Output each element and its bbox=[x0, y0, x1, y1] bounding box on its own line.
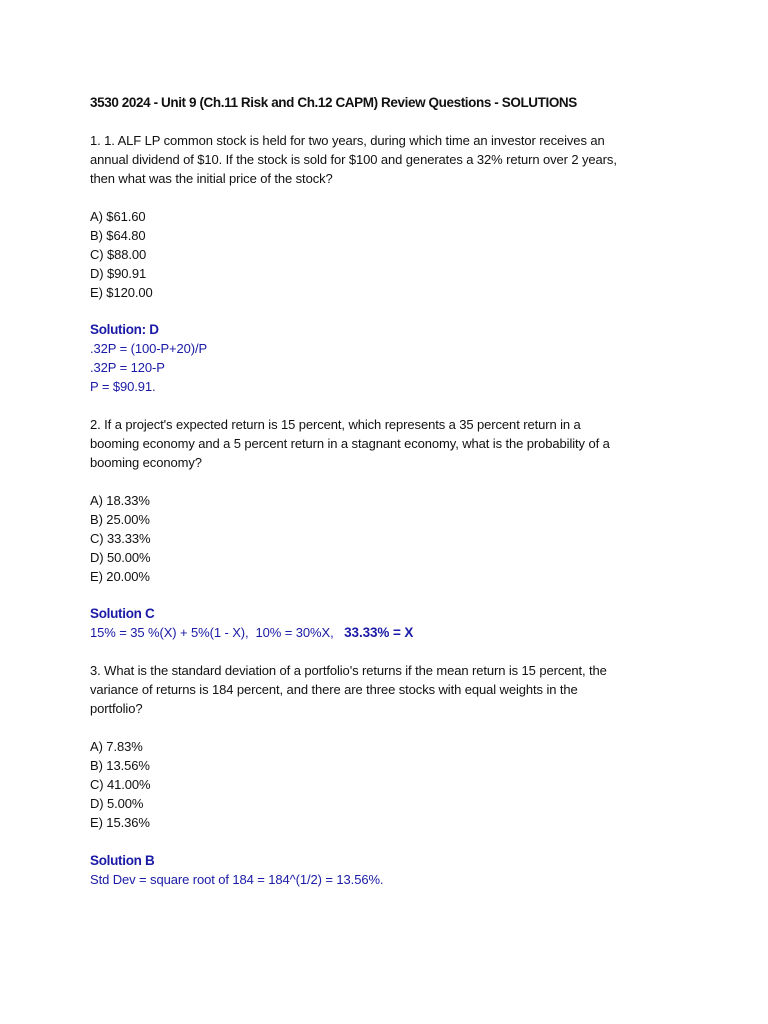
question-1-line-3: then what was the initial price of the stock? bbox=[90, 171, 333, 186]
question-3-option-a: A) 7.83% bbox=[90, 739, 143, 754]
question-2-line-1: 2. If a project's expected return is 15 percent, which represents a 35 percent return in a bbox=[90, 417, 581, 432]
question-3-option-c: C) 41.00% bbox=[90, 777, 151, 792]
question-2-option-d: D) 50.00% bbox=[90, 550, 151, 565]
question-3-solution-heading: Solution B bbox=[90, 853, 155, 868]
question-3-line-2: variance of returns is 184 percent, and there are three stocks with equal weights in the bbox=[90, 682, 578, 697]
question-2-option-c: C) 33.33% bbox=[90, 531, 151, 546]
question-3-line-1: 3. What is the standard deviation of a portfolio's returns if the mean return is 15 percent, the bbox=[90, 663, 607, 678]
question-1-option-b: B) $64.80 bbox=[90, 228, 146, 243]
question-1-solution-line-1: .32P = (100-P+20)/P bbox=[90, 341, 208, 356]
question-2-solution-text: 15% = 35 %(X) + 5%(1 - X), 10% = 30%X, bbox=[90, 625, 334, 640]
question-2-solution-answer: 33.33% = X bbox=[344, 625, 414, 640]
question-2-option-e: E) 20.00% bbox=[90, 569, 150, 584]
question-1-option-d: D) $90.91 bbox=[90, 266, 147, 281]
question-3-option-e: E) 15.36% bbox=[90, 815, 150, 830]
question-2-option-b: B) 25.00% bbox=[90, 512, 150, 527]
page-title: 3530 2024 - Unit 9 (Ch.11 Risk and Ch.12 CAPM) Review Questions - SOLUTIONS bbox=[90, 95, 577, 110]
question-2-line-3: booming economy? bbox=[90, 455, 202, 470]
question-1-solution-line-2: .32P = 120-P bbox=[90, 360, 165, 375]
question-2-solution-heading: Solution C bbox=[90, 606, 155, 621]
question-3-solution-line-1: Std Dev = square root of 184 = 184^(1/2) = 13.56%. bbox=[90, 872, 384, 887]
question-1-solution-heading: Solution: D bbox=[90, 322, 159, 337]
question-1-option-c: C) $88.00 bbox=[90, 247, 147, 262]
question-2-line-2: booming economy and a 5 percent return in a stagnant economy, what is the probability of a bbox=[90, 436, 610, 451]
question-1-solution-line-3: P = $90.91. bbox=[90, 379, 156, 394]
question-3-option-d: D) 5.00% bbox=[90, 796, 144, 811]
question-1-option-a: A) $61.60 bbox=[90, 209, 146, 224]
question-2-solution-line bbox=[90, 623, 413, 642]
question-3-option-b: B) 13.56% bbox=[90, 758, 150, 773]
question-1-option-e: E) $120.00 bbox=[90, 285, 153, 300]
question-1-line-2: annual dividend of $10. If the stock is sold for $100 and generates a 32% return over 2 years, bbox=[90, 152, 617, 167]
question-1-line-1: 1. 1. ALF LP common stock is held for two years, during which time an investor receives an bbox=[90, 133, 605, 148]
question-3-line-3: portfolio? bbox=[90, 701, 143, 716]
question-2-option-a: A) 18.33% bbox=[90, 493, 150, 508]
